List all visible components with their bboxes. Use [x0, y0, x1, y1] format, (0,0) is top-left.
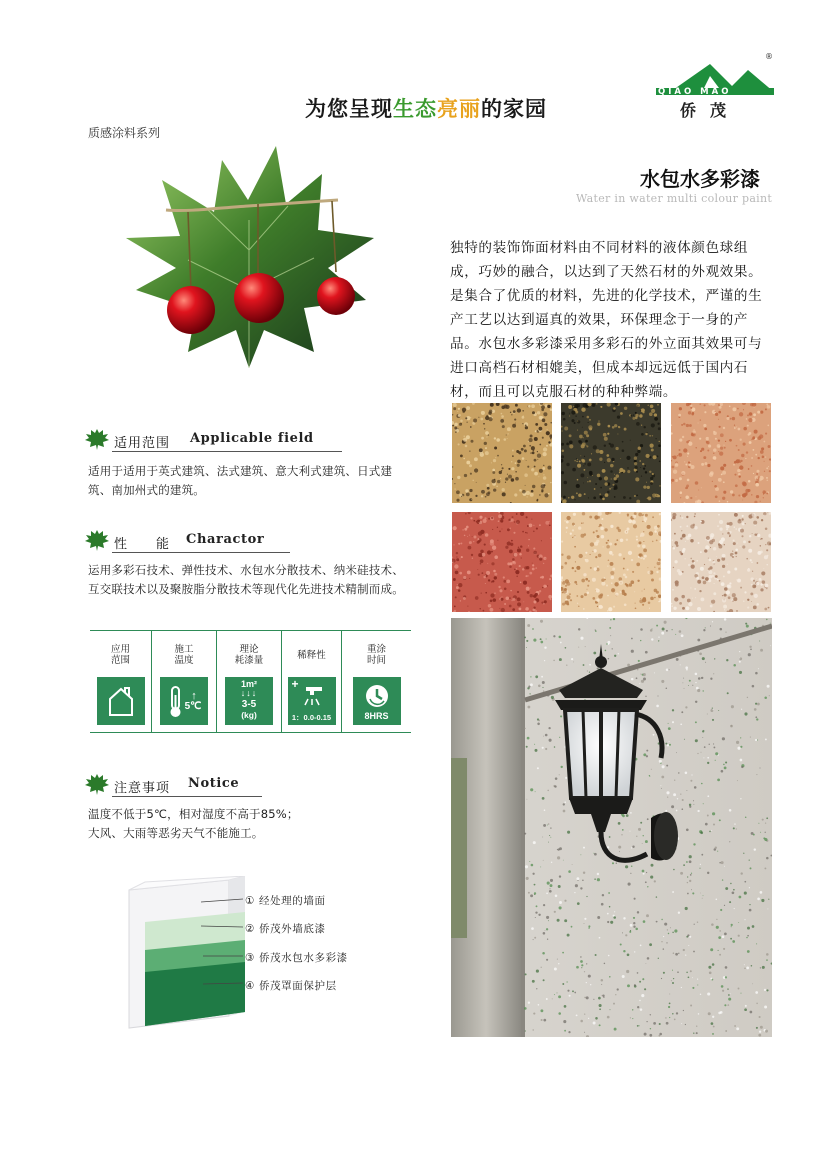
- intro-line: 成，巧妙的融合，以达到了天然石材的外观效果。: [450, 264, 763, 280]
- thermometer-icon: [160, 677, 208, 725]
- spec-label: 应用 范围: [110, 644, 130, 666]
- layer-label: ④ 侨茂罩面保护层: [245, 980, 337, 992]
- spec-label: 重涂 时间: [366, 644, 386, 666]
- stone-swatch: [452, 512, 552, 612]
- intro-line: 产工艺以达到逼真的效果，环保理念于一身的产: [450, 312, 749, 328]
- recoat-value: 8HRS: [364, 711, 389, 721]
- product-title: 水包水多彩漆: [640, 167, 760, 191]
- character-line: 互交联技术以及聚胺脂分散技术等现代化先进技术精制而成。: [88, 582, 404, 596]
- dilution-value: 1：0.0-0.15: [291, 713, 332, 722]
- applicable-line: 筑、南加州式的建筑。: [88, 483, 205, 497]
- faucet-icon: [288, 677, 336, 725]
- intro-line: 进口高档石材相媲美，但成本却远远低于国内石: [450, 360, 749, 376]
- notice-heading: [84, 774, 344, 798]
- applicable-text: [88, 462, 433, 500]
- spec-col-coverage: [217, 631, 282, 732]
- coverage-icon: [225, 677, 273, 725]
- headline-green: 生态: [393, 97, 437, 121]
- character-line: 运用多彩石技术、弹性技术、水包水分散技术、纳米硅技术、: [88, 563, 404, 577]
- stone-swatch: [452, 403, 552, 503]
- dilution-plus: +: [291, 677, 299, 691]
- headline: [305, 93, 547, 123]
- applicable-title-cn: 适用范围: [114, 436, 171, 451]
- maple-leaf-icon: [84, 774, 110, 796]
- applicable-heading: [84, 429, 344, 453]
- coverage-value: 3-5: [241, 699, 257, 710]
- house-icon: [97, 677, 145, 725]
- notice-title-en: Notice: [188, 776, 240, 791]
- coverage-area: 1m²: [240, 679, 257, 689]
- layer-label: ② 侨茂外墙底漆: [245, 923, 326, 935]
- spec-label: 稀释性: [297, 650, 326, 661]
- character-text: [88, 561, 433, 599]
- intro-line: 是集合了优质的材料，先进的化学技术，严谨的生: [450, 288, 763, 304]
- divider: [112, 552, 290, 553]
- spec-label: 施工 温度: [174, 644, 194, 666]
- intro-line: 独特的装饰饰面材料由不同材料的液体颜色球组: [450, 240, 749, 256]
- maple-leaf-icon: [84, 429, 110, 451]
- stone-swatch: [671, 512, 771, 612]
- applicable-title-en: Applicable field: [190, 431, 314, 446]
- logo-text: QIAO MAO: [658, 87, 732, 97]
- temp-arrow: ↑: [191, 690, 197, 702]
- applicable-line: 适用于适用于英式建筑、法式建筑、意大利式建筑、日式建: [88, 464, 393, 478]
- layer-label: ① 经处理的墙面: [245, 895, 326, 907]
- maple-leaf-icon: [84, 530, 110, 552]
- notice-text: [88, 805, 433, 843]
- coverage-unit: (kg): [241, 710, 257, 720]
- spec-label: 理论 耗漆量: [234, 644, 264, 666]
- character-title-cn: 性 能: [114, 537, 171, 552]
- product-intro: [450, 236, 780, 404]
- notice-line: 大风、大雨等恶劣天气不能施工。: [88, 826, 264, 840]
- spec-col-recoat: [342, 631, 411, 732]
- stone-swatch: [561, 512, 661, 612]
- temp-value: 5℃: [184, 701, 202, 712]
- leaf-cherries-image: [118, 140, 380, 372]
- headline-prefix: 为您呈现: [305, 97, 393, 121]
- divider: [112, 796, 262, 797]
- registered-mark: ®: [765, 52, 773, 61]
- stone-swatch: [561, 403, 661, 503]
- spec-col-temperature: [152, 631, 217, 732]
- layer-label: ③ 侨茂水包水多彩漆: [245, 952, 348, 964]
- series-label: 质感涂料系列: [88, 126, 161, 140]
- character-heading: [84, 530, 344, 554]
- character-title-en: Charactor: [186, 532, 265, 547]
- headline-orange: 亮丽: [437, 97, 481, 121]
- spec-col-application: [90, 631, 152, 732]
- product-subtitle: Water in water multi colour paint: [576, 192, 773, 205]
- notice-line: 温度不低于5℃，相对湿度不高于85%；: [88, 807, 299, 821]
- coverage-arrows: ↓↓↓: [240, 688, 258, 698]
- intro-line: 品。水包水多彩漆采用多彩石的外立面其效果可与: [450, 336, 763, 352]
- intro-line: 材，而且可以克服石材的种种弊端。: [450, 384, 678, 400]
- headline-suffix: 的家园: [481, 97, 547, 121]
- stone-swatch: [671, 403, 771, 503]
- recoat-clock-icon: [353, 677, 401, 725]
- brand-name: 侨茂: [680, 101, 741, 120]
- spec-table: [90, 630, 411, 733]
- wall-lamp-photo: [451, 618, 772, 1037]
- spec-col-dilution: [282, 631, 342, 732]
- notice-title-cn: 注意事项: [114, 781, 171, 796]
- divider: [112, 451, 342, 452]
